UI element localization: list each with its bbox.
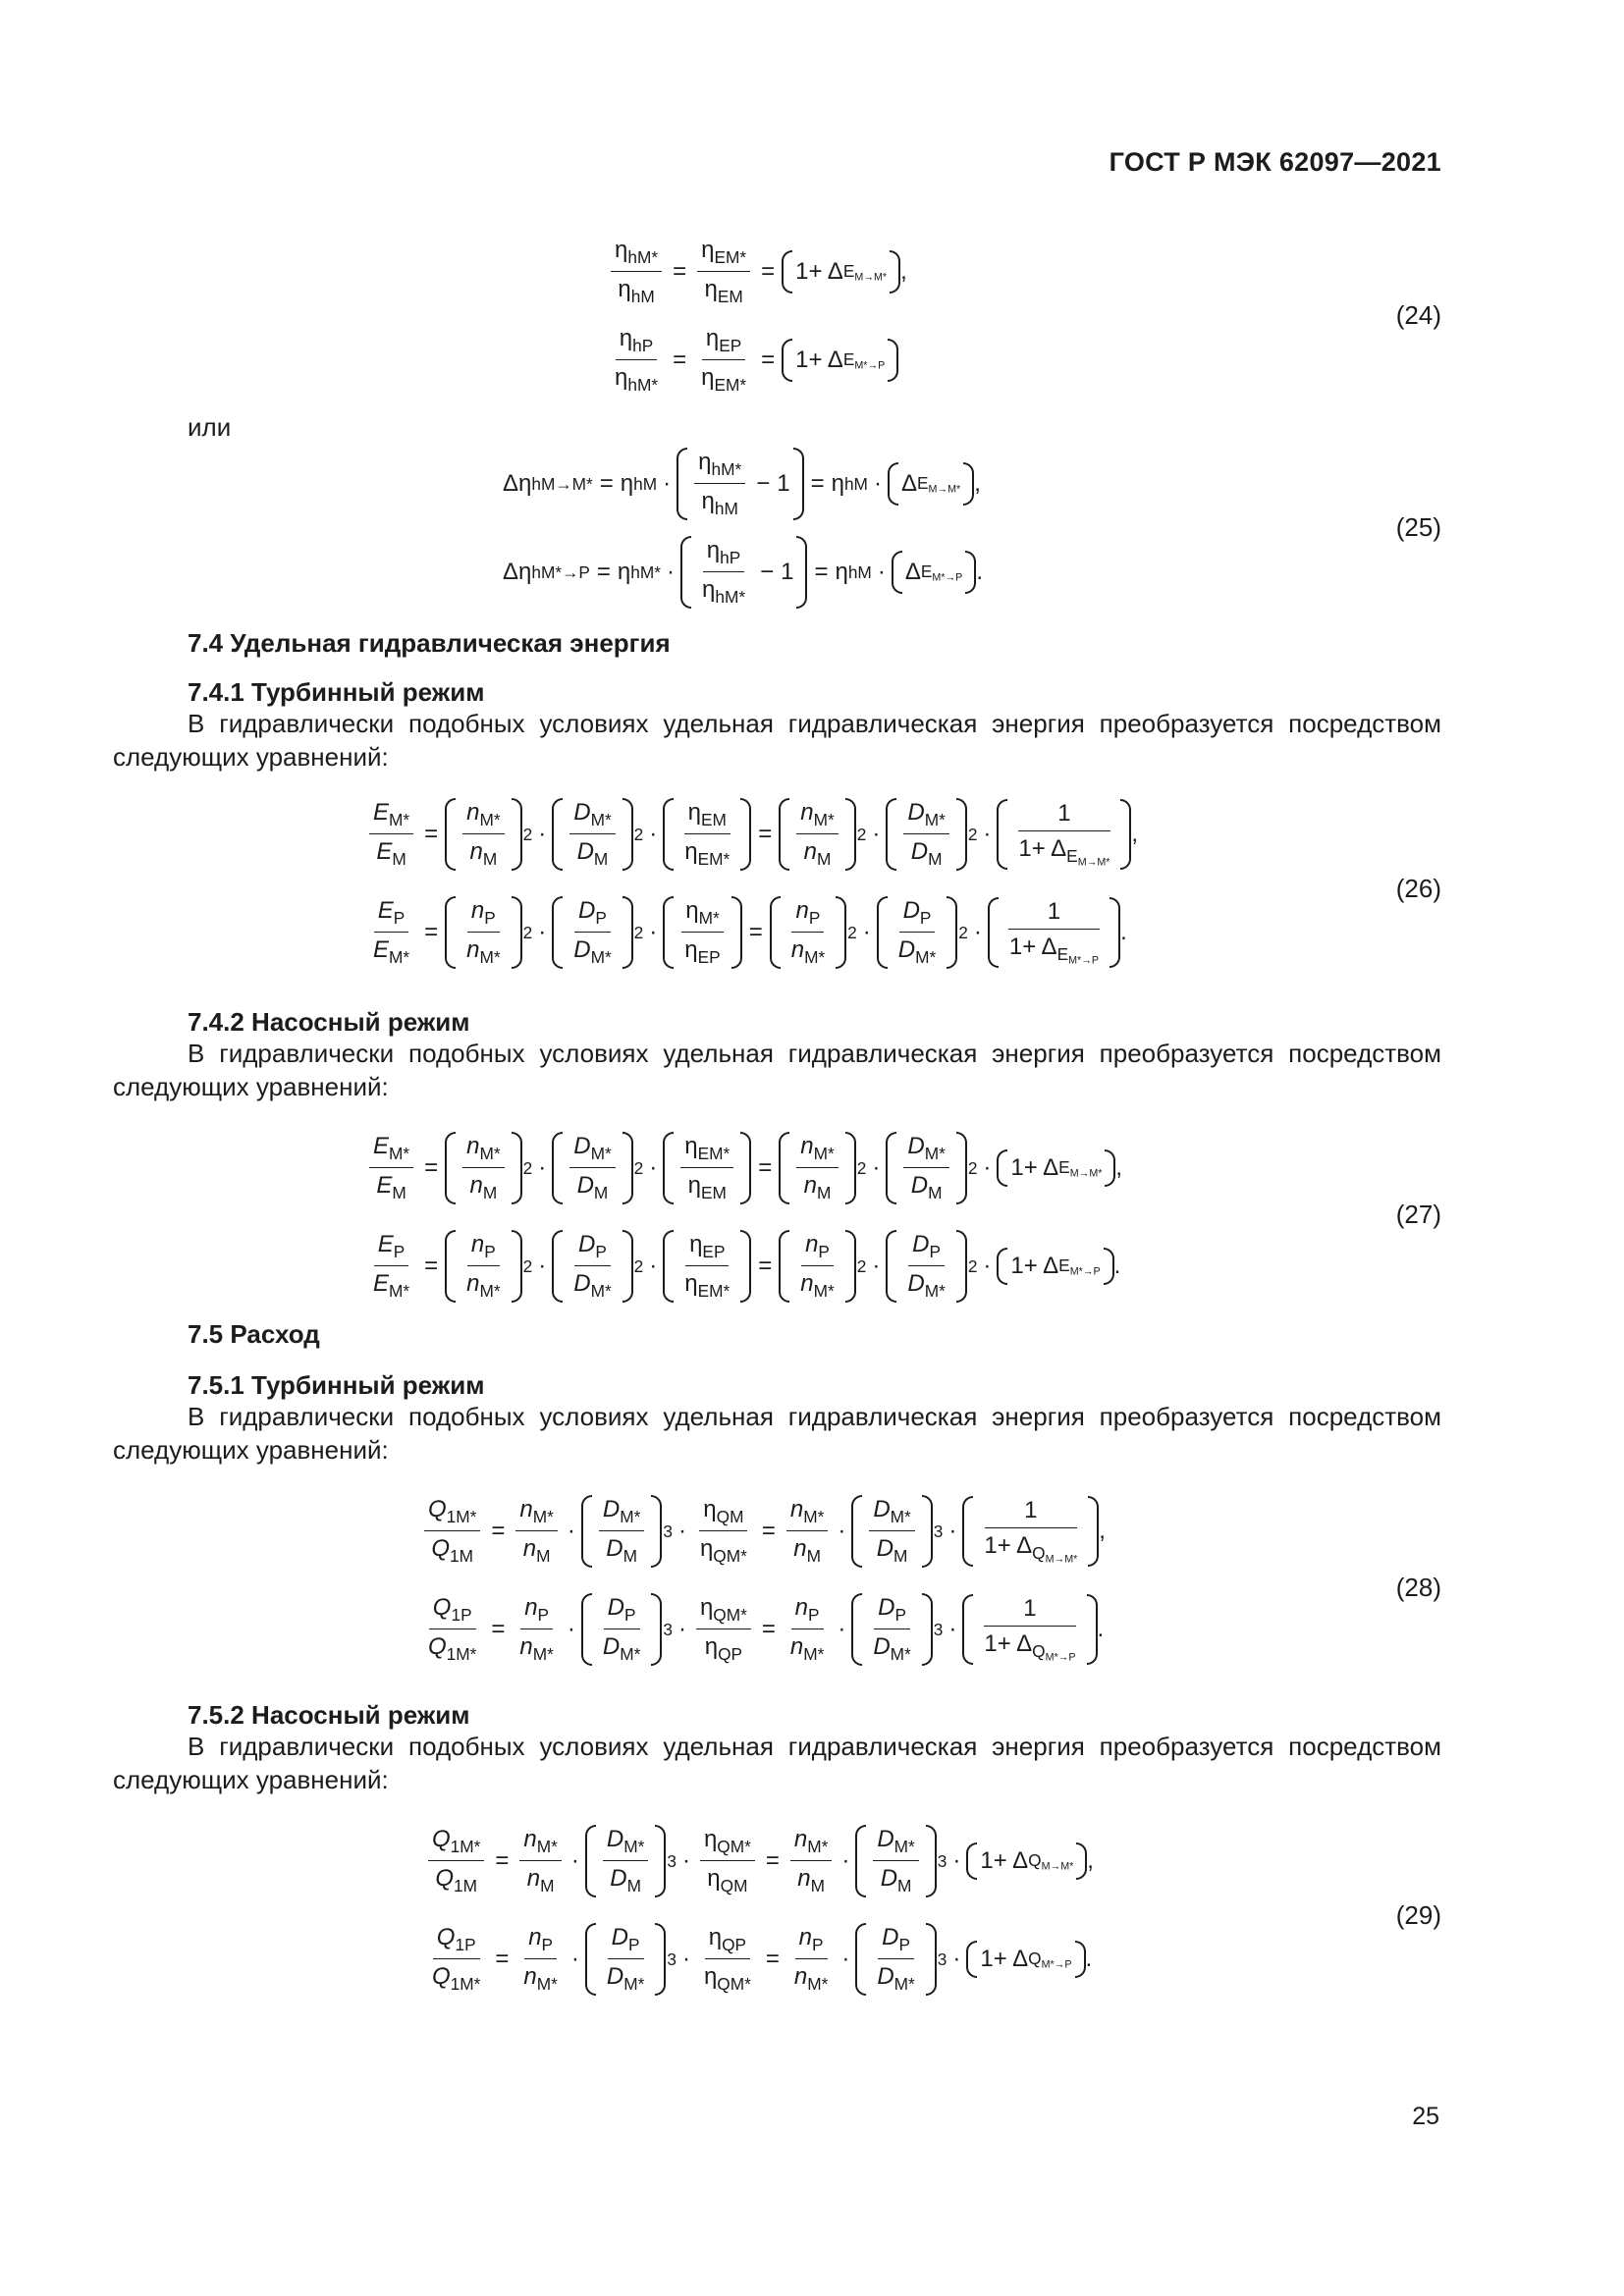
equation-26: $\frac{E_{M*}}{E_M}$ = $n_{M*}$ $n_M$ 2 · $D_{M*}$ $D_M$ 2 · $\eta_{EM}$ $\eta_{EM*}$ = $n_{M*}$ $n_M$ 2 · $D_{M*}$ $D_M$ 2 · 1 $1+ \Delta_{E_{M\to M*}}$ , $\frac{E_P}{E_{M*}}$ = $n_P$ $n_{M*}$ 2 · $D_P$ $D_{M*}$ 2 · $\eta_{M*}$ $\eta_{EP}$ = $n_P$ $n_{M*}$ 2 · $D_P$ $D_{M*}$ 2 · 1 $1+ \Delta_{E_{M*\to P}}$ . <box>365 785 1138 982</box>
section-7-5-2-heading: 7.5.2 Насосный режим <box>188 1700 470 1730</box>
paragraph-7-5-2: В гидравлически подобных условиях удельная гидравлическая энергия преобразуется посредством следующих уравнений: <box>113 1732 1441 1794</box>
paragraph-7-4-2: В гидравлически подобных условиях удельная гидравлическая энергия преобразуется посредством следующих уравнений: <box>113 1039 1441 1101</box>
equation-25: Δη hM→M* = η hM · $\eta_{hM*}$ $\eta_{hM}$ − 1 = η hM · Δ $E_{M\to M*}$ , Δη hM*→P = η hM* · $\eta_{hP}$ $\eta_{hM*}$ − 1 = η hM · Δ $E_{M*\to P}$ . <box>503 449 983 608</box>
section-7-5-heading: 7.5 Расход <box>188 1319 320 1349</box>
equation-number-29: (29) <box>1395 1900 1441 1930</box>
equation-24: $\eta_{hM*}$ $\eta_{hM}$ = $\eta_{EM*}$ $\eta_{EM}$ = 1+ Δ $E_{M\to M*}$ , $\eta_{hP}$ $\eta_{hM*}$ = $\eta_{EP}$ $\eta_{EM*}$ = 1+ Δ $E_{M*\to P}$ <box>607 228 907 404</box>
section-7-4-heading: 7.4 Удельная гидравлическая энергия <box>188 628 671 658</box>
section-7-5-1-heading: 7.5.1 Турбинный режим <box>188 1370 485 1400</box>
equation-number-24: (24) <box>1395 300 1441 330</box>
section-7-4-1-heading: 7.4.1 Турбинный режим <box>188 677 485 707</box>
equation-number-27: (27) <box>1395 1200 1441 1229</box>
paragraph-7-5-1: В гидравлически подобных условиях удельная гидравлическая энергия преобразуется посредством следующих уравнений: <box>113 1402 1441 1465</box>
equation-number-26: (26) <box>1395 874 1441 903</box>
section-7-4-2-heading: 7.4.2 Насосный режим <box>188 1007 470 1037</box>
or-word: или <box>188 412 232 442</box>
page-header: ГОСТ Р МЭК 62097—2021 <box>1109 147 1441 177</box>
equation-number-28: (28) <box>1395 1573 1441 1602</box>
equation-29: $\frac{Q_{1M*}}{Q_{1M}}$ = $\frac{n_{M*}}{n_M}$ · $D_{M*}$ $D_M$ 3 · $\eta_{QM*}$ $\eta_{QM}$ = $\frac{n_{M*}}{n_M}$ · $D_{M*}$ $D_M$ 3 · 1+ Δ $Q_{M\to M*}$ , $\frac{Q_{1P}}{Q_{1M*}}$ = $\frac{n_P}{n_{M*}}$ · $D_P$ $D_{M*}$ 3 · $\eta_{QP}$ $\eta_{QM*}$ = $\frac{n_P}{n_{M*}}$ · $D_P$ $D_{M*}$ 3 · 1+ Δ $Q_{M*\to P}$ . <box>424 1812 1094 2008</box>
equation-28: $\frac{Q_{1M*}}{Q_{1M}}$ = $\frac{n_{M*}}{n_M}$ · $D_{M*}$ $D_M$ 3 · $\eta_{QM}$ $\eta_{QM*}$ = $\frac{n_{M*}}{n_M}$ · $D_{M*}$ $D_M$ 3 · 1 $1+ \Delta_{Q_{M\to M*}}$ , $\frac{Q_{1P}}{Q_{1M*}}$ = $\frac{n_P}{n_{M*}}$ · $D_P$ $D_{M*}$ 3 · $\eta_{QM*}$ $\eta_{QP}$ = $\frac{n_P}{n_{M*}}$ · $D_P$ $D_{M*}$ 3 · 1 $1+ \Delta_{Q_{M*\to P}}$ . <box>420 1482 1106 1679</box>
equation-number-25: (25) <box>1395 512 1441 542</box>
page-number: 25 <box>1412 2103 1439 2130</box>
paragraph-7-4-1: В гидравлически подобных условиях удельная гидравлическая энергия преобразуется посредством следующих уравнений: <box>113 709 1441 772</box>
equation-27: $\frac{E_{M*}}{E_M}$ = $n_{M*}$ $n_M$ 2 · $D_{M*}$ $D_M$ 2 · $\eta_{EM*}$ $\eta_{EM}$ = $n_{M*}$ $n_M$ 2 · $D_{M*}$ $D_M$ 2 · 1+ Δ $E_{M\to M*}$ , $\frac{E_P}{E_{M*}}$ = $n_P$ $n_{M*}$ 2 · $D_P$ $D_{M*}$ 2 · $\eta_{EP}$ $\eta_{EM*}$ = $n_P$ $n_{M*}$ 2 · $D_P$ $D_{M*}$ 2 · 1+ Δ $E_{M*\to P}$ . <box>365 1119 1122 1315</box>
